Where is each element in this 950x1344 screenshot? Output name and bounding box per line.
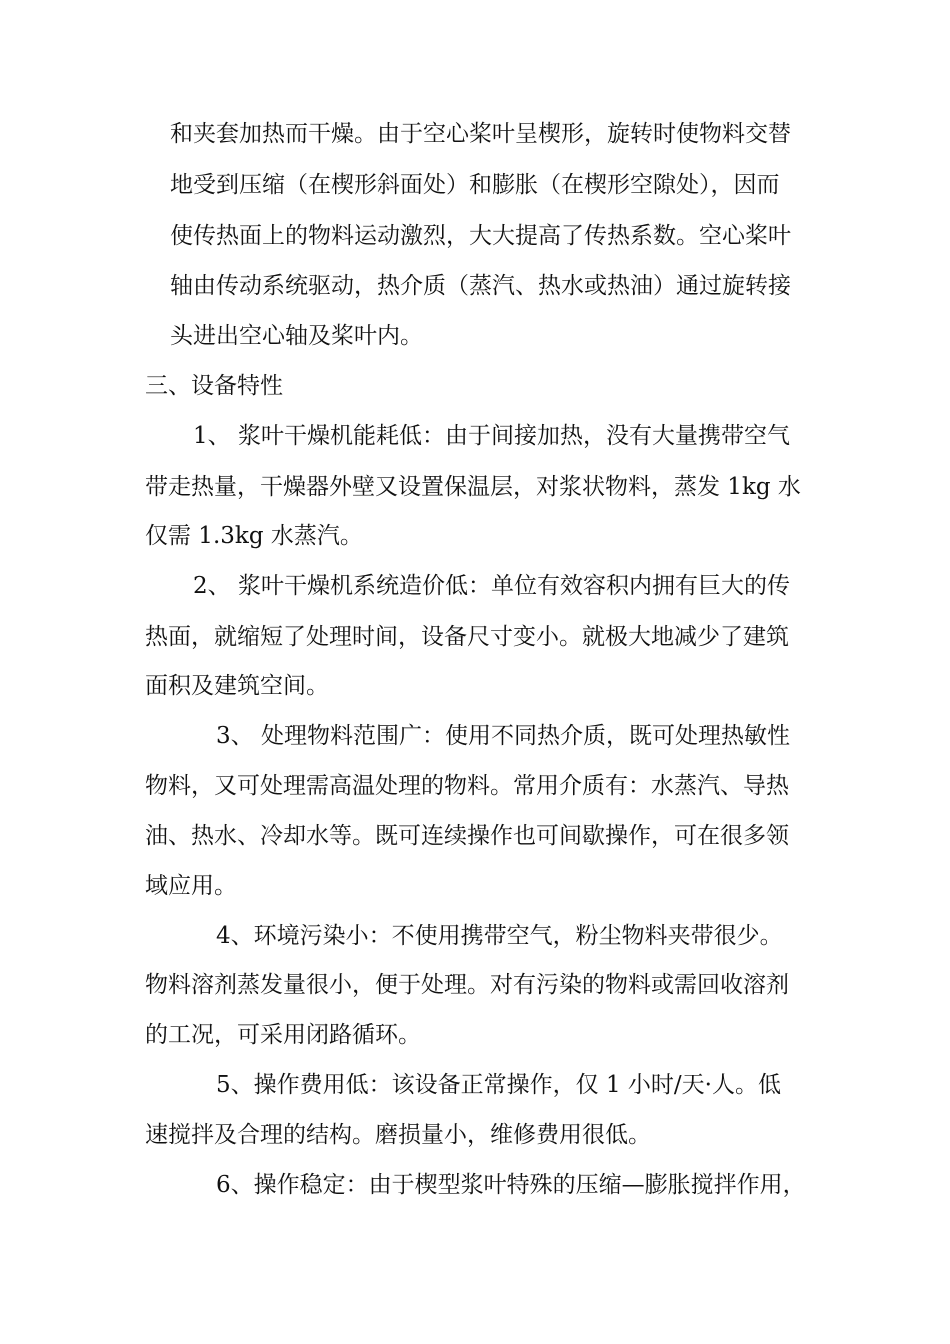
item-5-line: 速搅拌及合理的结构。磨损量小，维修费用很低。 [145,1122,651,1148]
item-1-line: 1、 浆叶干燥机能耗低：由于间接加热，没有大量携带空气 [193,423,790,449]
section-heading: 三、设备特性 [145,373,283,399]
item-4-line: 4、环境污染小：不使用携带空气，粉尘物料夹带很少。 [216,923,783,949]
item-4-line: 的工况，可采用闭路循环。 [145,1022,421,1048]
item-2-line: 热面，就缩短了处理时间，设备尺寸变小。就极大地减少了建筑 [145,624,789,650]
item-3-line: 物料，又可处理需高温处理的物料。常用介质有：水蒸汽、导热 [145,773,789,799]
item-2-line: 面积及建筑空间。 [145,673,329,699]
intro-line: 轴由传动系统驱动，热介质（蒸汽、热水或热油）通过旋转接 [170,273,791,299]
item-3-line: 3、 处理物料范围广：使用不同热介质，既可处理热敏性 [216,723,790,749]
intro-line: 头进出空心轴及桨叶内。 [170,323,423,349]
item-4-line: 物料溶剂蒸发量很小，便于处理。对有污染的物料或需回收溶剂 [145,972,789,998]
item-3-line: 域应用。 [145,873,237,899]
intro-line: 地受到压缩（在楔形斜面处）和膨胀（在楔形空隙处），因而 [170,172,780,198]
item-3-line: 油、热水、冷却水等。既可连续操作也可间歇操作，可在很多领 [145,823,789,849]
item-1-line: 仅需 1.3kg 水蒸汽。 [145,523,363,549]
intro-line: 和夹套加热而干燥。由于空心桨叶呈楔形，旋转时使物料交替 [170,121,791,147]
item-1-line: 带走热量，干燥器外壁又设置保温层，对浆状物料，蒸发 1kg 水 [145,474,801,500]
item-5-line: 5、操作费用低：该设备正常操作，仅 1 小时/天·人。低 [216,1072,781,1098]
intro-line: 使传热面上的物料运动激烈，大大提高了传热系数。空心桨叶 [170,223,791,249]
item-2-line: 2、 浆叶干燥机系统造价低：单位有效容积内拥有巨大的传 [193,573,790,599]
item-6-line: 6、操作稳定：由于楔型浆叶特殊的压缩—膨胀搅拌作用， [216,1172,806,1198]
